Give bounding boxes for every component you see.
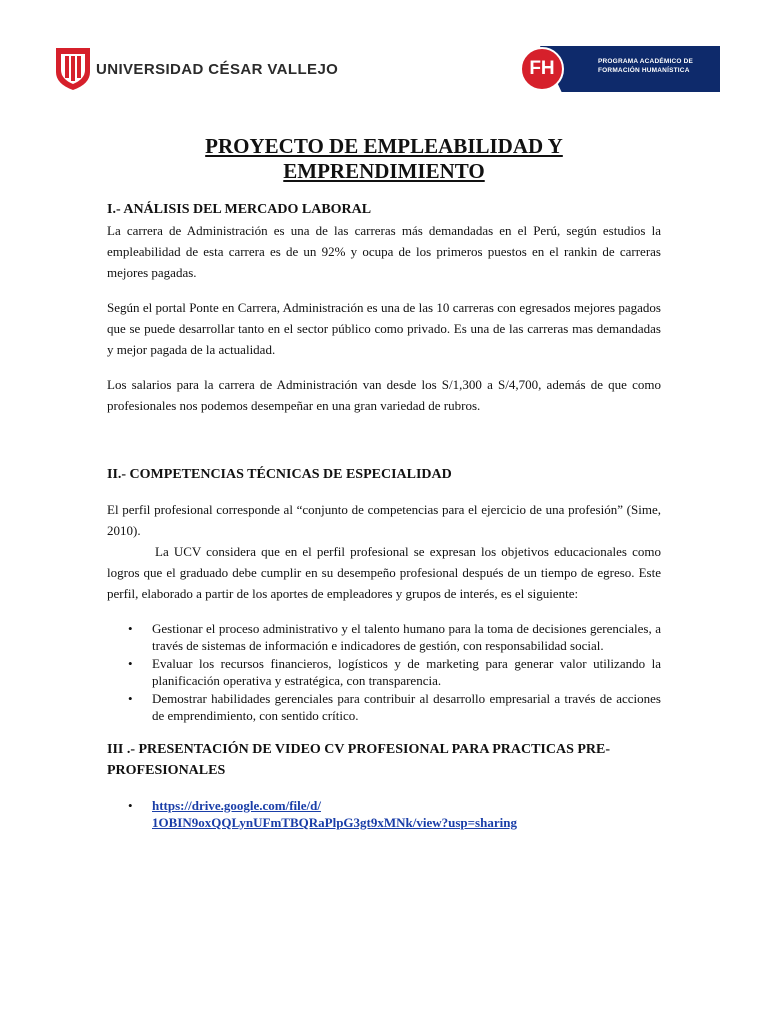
section-heading-3: III .- PRESENTACIÓN DE VIDEO CV PROFESIONAL PARA PRACTICAS PRE-PROFESIONALES: [107, 742, 611, 778]
list-item: • Evaluar los recursos financieros, logísticos y de marketing para generar valor utilizando la planificación operativa y estratégica, con transparencia.: [128, 656, 661, 688]
paragraph: La carrera de Administración es una de las carreras más demandadas en el Perú, según estudios la empleabilidad de esta carrera es de un 92% y ocupa de los primeros puestos en el rankin de carreras mejores pagadas.: [107, 223, 661, 280]
competencies-list: [107, 620, 661, 724]
paragraph: Según el portal Ponte en Carrera, Administración es una de las 10 carreras con egresados mejores pagados que se puede desarrollar tanto en el sector público como privado. Es una de las carreras mas demandadas y mejor pagada de la actualidad.: [107, 300, 661, 357]
bullet-icon: •: [128, 798, 133, 813]
page-title: PROYECTO DE EMPLEABILIDAD Y EMPRENDIMIENTO: [205, 134, 563, 183]
list-item: [128, 797, 661, 831]
fh-logo: [520, 46, 720, 92]
paragraph: La UCV considera que en el perfil profesional se expresan los objetivos educacionales como logros que el graduado debe cumplir en su desempeño profesional después de un tiempo de egreso. Este perfil, elaborado a partir de los aportes de empleadores y grupos de interés, es el siguiente:: [107, 544, 661, 601]
bullet-icon: •: [128, 691, 133, 706]
bullet-icon: •: [128, 656, 133, 671]
paragraph: El perfil profesional corresponde al “conjunto de competencias para el ejercicio de una profesión” (Sime, 2010).: [107, 502, 661, 538]
fh-emblem: FH: [520, 47, 564, 91]
ucv-logo: [56, 48, 338, 90]
paragraph: Los salarios para la carrera de Administración van desde los S/1,300 a S/4,700, además de que como profesionales nos podemos desempeñar en una gran variedad de rubros.: [107, 377, 661, 413]
bullet-icon: •: [128, 621, 133, 636]
list-item: • Demostrar habilidades gerenciales para contribuir al desarrollo empresarial a través de acciones de emprendimiento, con sentido crítico.: [128, 691, 661, 723]
ucv-name: UNIVERSIDAD CÉSAR VALLEJO: [96, 60, 339, 78]
video-cv-link[interactable]: https://drive.google.com/file/d/ 1OBIN9oxQQLynUFmTBQRaPlpG3gt9xMNk/view?usp=sharing: [152, 798, 517, 830]
section-heading-2: II.- COMPETENCIAS TÉCNICAS DE ESPECIALIDAD: [107, 467, 452, 482]
link-list: [107, 797, 661, 831]
document-body: [107, 134, 661, 831]
list-item: • Gestionar el proceso administrativo y el talento humano para la toma de decisiones gerenciales, a través de sistemas de información e indicadores de gestión, con responsabilidad social.: [128, 621, 661, 653]
ucv-emblem-icon: [56, 48, 90, 90]
fh-program-label: PROGRAMA ACADÉMICO DE FORMACIÓN HUMANÍSTICA: [598, 58, 694, 74]
section-heading-1: I.- ANÁLISIS DEL MERCADO LABORAL: [107, 202, 372, 217]
